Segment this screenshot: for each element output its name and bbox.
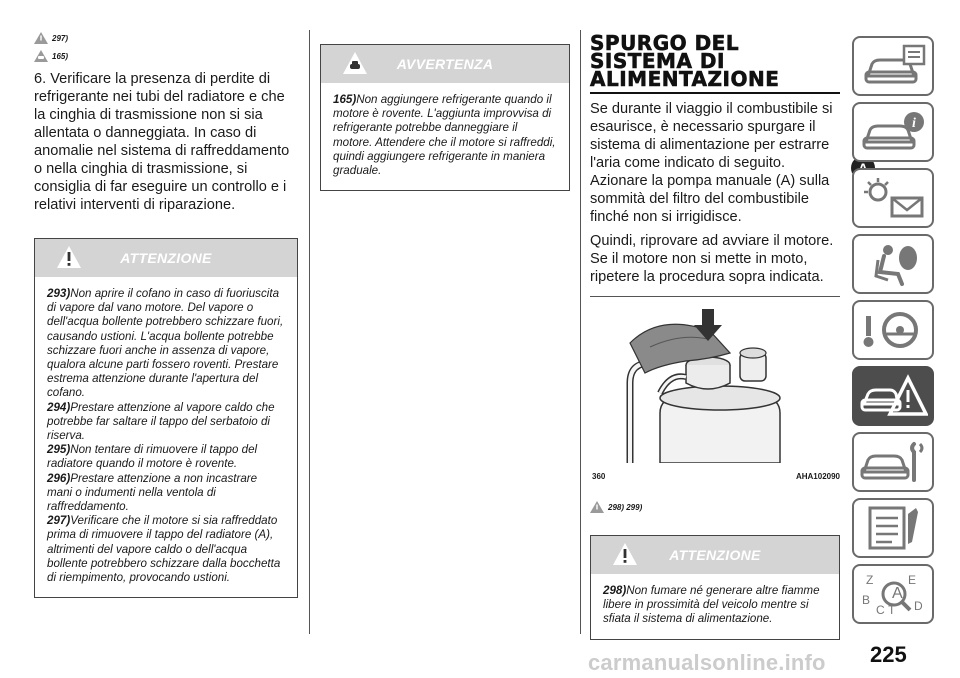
warning-triangle-icon [590, 501, 604, 513]
figure-caption [590, 472, 840, 481]
index-letter: T [888, 603, 896, 617]
specs-list-icon [858, 504, 928, 552]
body-paragraph [34, 70, 298, 214]
section-title-line: SISTEMA DI [590, 49, 725, 73]
car-caution-icon [34, 50, 48, 62]
caution-header [321, 45, 569, 83]
column-right [590, 31, 840, 640]
light-envelope-icon [858, 174, 928, 222]
caution-item-text: Non aggiungere refrigerante quando il motore è rovente. L'aggiunta improvvisa di refrigerante potrebbe danneggiare il motore. Attendere che il motore si raffreddi, quindi aggiungere refrigerante in maniera graduale. [333, 93, 556, 178]
caution-ref-text: 165) [52, 51, 69, 61]
attention-body [591, 574, 839, 639]
tab-dashboard[interactable] [852, 36, 934, 96]
title-underline [590, 92, 840, 94]
column-divider [580, 30, 581, 634]
caution-item [333, 93, 557, 178]
tab-maintenance[interactable] [852, 432, 934, 492]
attention-box [34, 238, 298, 598]
warning-triangle-icon [57, 246, 81, 268]
warning-item [47, 401, 285, 444]
warning-item-number: 298) [603, 584, 627, 597]
index-letter: Z [866, 573, 874, 587]
warning-item-text: Prestare attenzione al vapore caldo che potrebbe far saltare il tappo del serbatoio di riserva. [47, 400, 275, 443]
warning-item-number: 295) [47, 443, 71, 457]
page-number: 225 [870, 642, 907, 667]
fuel-filter-figure [590, 296, 840, 481]
section-body [590, 100, 840, 286]
section-title [590, 31, 840, 91]
tab-vehicle-info[interactable] [852, 102, 934, 162]
warning-item [47, 443, 285, 471]
warning-item-text: Non tentare di rimuovere il tappo del radiatore quando il motore è rovente. [47, 443, 258, 471]
attention-title: ATTENZIONE [669, 547, 761, 563]
attention-box [590, 535, 840, 640]
warning-item-number: 293) [47, 287, 71, 300]
index-search-icon [858, 570, 928, 618]
section-title-line: SPURGO DEL [590, 31, 740, 55]
index-letter: D [914, 599, 923, 613]
warning-item [47, 287, 285, 401]
attention-title: ATTENZIONE [120, 250, 212, 266]
caution-body [321, 83, 569, 190]
warning-item-number: 294) [47, 400, 71, 414]
tab-emergency[interactable] [852, 366, 934, 426]
column-left [34, 30, 298, 598]
index-letter: A [892, 585, 903, 602]
warning-item-number: 296) [47, 471, 71, 485]
warning-ref [590, 499, 840, 515]
caution-box [320, 44, 570, 191]
column-divider [309, 30, 310, 634]
car-caution-icon [343, 52, 367, 74]
body-paragraph: Se durante il viaggio il combustibile si esaurisce, è necessario spurgare il sistema di alimentazione per estrarre l'aria come indicato di seguito. Azionare la pompa manuale (A) sulla sommità del filtro del combustibile finché non si irrigidisce. [590, 101, 833, 225]
figure-number: 360 [592, 472, 606, 481]
emergency-triangle-icon [858, 372, 928, 420]
warning-item-text: Non aprire il cofano in caso di fuoriuscita di vapore dal vano motore. Del vapore o dell'acqua bollente potrebbero schizzare fuori, causando ustioni. L'acqua bollente potrebbe schizzare fuori anche in assenza di vapore, qualora alcune parti fossero roventi. Prestare estrema attenzione durante l'apertura del cofano. [47, 287, 284, 400]
step-6-text: 6. Verificare la presenza di perdite di refrigerante nei tubi del radiatore e che la cinghia di trasmissione non si sia allentata o danneggiata. In caso di anomalie nel sistema di raffreddamento o nella cinghia di trasmissione, si consiglia di far eseguire un controllo e i relativi interventi di riparazione. [34, 71, 290, 213]
index-letter: C [876, 603, 885, 617]
index-letter: B [862, 593, 871, 607]
warning-item-number: 297) [47, 514, 71, 528]
warning-item [47, 514, 285, 585]
attention-header [591, 536, 839, 574]
warning-ref-text: 298) 299) [608, 502, 643, 512]
car-info-icon [858, 42, 928, 90]
section-title-line: ALIMENTAZIONE [590, 67, 780, 91]
tab-lights-messages[interactable] [852, 168, 934, 228]
watermark: carmanualsonline.info [588, 650, 826, 675]
warning-item [603, 584, 827, 627]
tab-index[interactable] [852, 564, 934, 624]
warning-ref [34, 30, 298, 46]
warning-triangle-icon [34, 32, 48, 44]
caution-title: AVVERTENZA [396, 56, 494, 72]
steering-key-icon [858, 306, 928, 354]
warning-ref-text: 297) [52, 33, 69, 43]
column-middle [320, 44, 570, 191]
caution-ref [34, 48, 298, 64]
car-info-i-icon [858, 108, 928, 156]
tab-starting-driving[interactable] [852, 300, 934, 360]
body-paragraph: Quindi, riprovare ad avviare il motore. Se il motore non si mette in moto, ripetere la procedura sopra indicata. [590, 233, 834, 285]
warning-triangle-icon [613, 543, 637, 565]
airbag-seat-icon [858, 240, 928, 288]
index-letter: E [908, 573, 917, 587]
tab-technical-data[interactable] [852, 498, 934, 558]
warning-item-text: Verificare che il motore si sia raffreddato prima di rimuovere il tappo del radiatore (A), altrimenti del vapore caldo o dell'acqua bollente potrebbero schizzare dalla bocchetta di riempimento, provocando ustioni. [47, 514, 281, 585]
svg-text:i: i [912, 116, 916, 131]
fuel-pump-illustration [590, 303, 838, 463]
car-wrench-icon [858, 438, 928, 486]
warning-item [47, 472, 285, 515]
caution-item-number: 165) [333, 93, 357, 106]
attention-body [35, 277, 297, 597]
tab-safety[interactable] [852, 234, 934, 294]
figure-code: AHA102090 [795, 472, 840, 481]
warning-item-text: Non fumare né generare altre fiamme libere in prossimità del veicolo mentre si sfiata il sistema di alimentazione. [603, 584, 820, 626]
attention-header [35, 239, 297, 277]
warning-item-text: Prestare attenzione a non incastrare mani o indumenti nella ventola di raffreddamento. [47, 471, 258, 514]
